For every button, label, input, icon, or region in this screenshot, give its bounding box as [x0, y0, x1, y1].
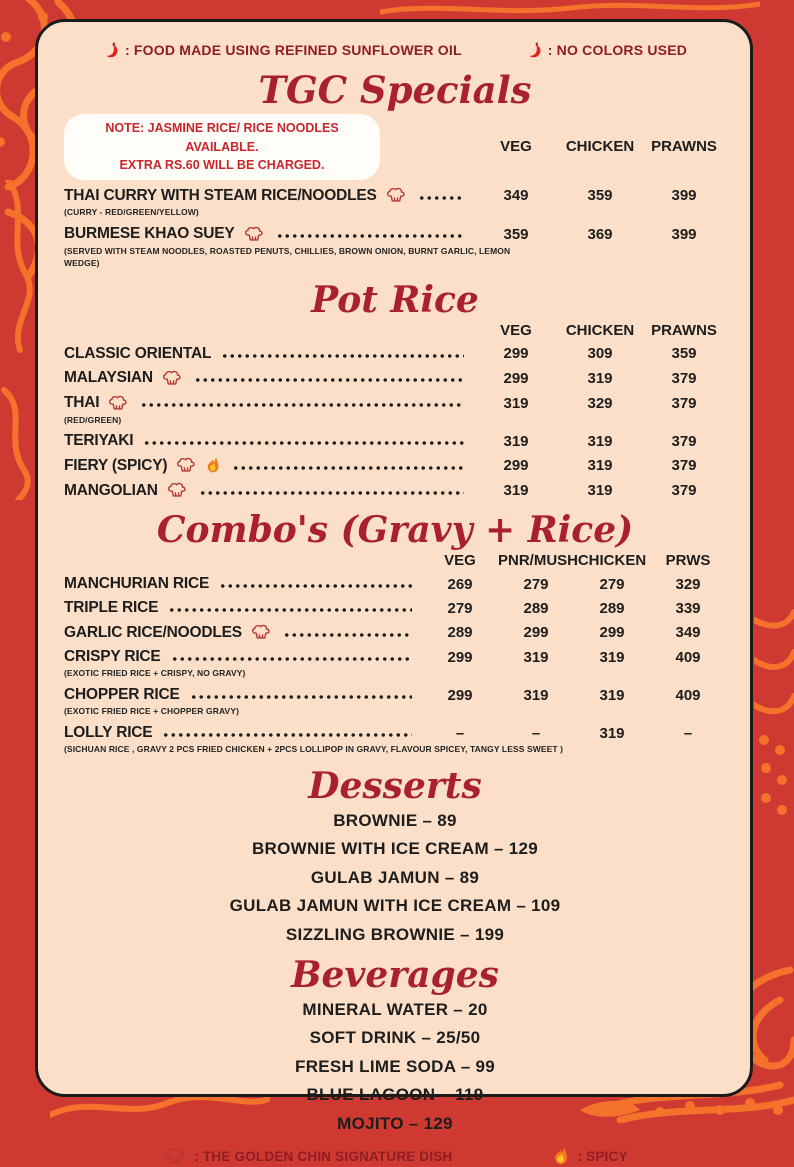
- price-veg: –: [455, 724, 465, 742]
- legend-no-colors: [526, 40, 687, 59]
- dotted-leader: [219, 584, 412, 588]
- price-veg: 299: [447, 648, 473, 666]
- price-prws: 409: [675, 686, 701, 704]
- price-veg: 279: [447, 599, 473, 617]
- section-title-combos: Combo's (Gravy + Rice): [156, 509, 634, 552]
- menu-item-crispy-rice: [64, 648, 726, 680]
- item-prices: [474, 482, 726, 499]
- menu-item-garlic-rice-noodles: [64, 623, 726, 642]
- dotted-leader: [232, 466, 464, 470]
- price-chicken: 369: [587, 225, 613, 243]
- dragon-decoration-top-edge: [380, 0, 760, 18]
- dotted-leader: [194, 378, 464, 382]
- beverage-line: FRESH LIME SODA – 99: [295, 1056, 495, 1076]
- column-headers: [474, 322, 726, 339]
- price-chicken: 319: [599, 648, 625, 666]
- dotted-leader: [276, 234, 464, 238]
- price-chicken: 319: [587, 369, 613, 387]
- item-name: TRIPLE RICE: [64, 599, 159, 617]
- item-prices: [422, 576, 726, 593]
- dotted-leader: [199, 491, 464, 495]
- price-veg: 289: [447, 624, 473, 642]
- column-headers: [422, 552, 726, 569]
- price-veg: 299: [503, 369, 529, 387]
- item-prices: [422, 725, 726, 742]
- menu-item-thai-curry: [64, 186, 726, 219]
- item-name: THAI: [64, 394, 100, 412]
- item-description: (SERVED WITH STEAM NOODLES, ROASTED PENUTS, CHILLIES, BROWN ONION, BURNT GARLIC, LEMON WEDGE): [64, 245, 511, 268]
- menu-item-triple-rice: [64, 599, 726, 617]
- menu-item-classic-oriental: [64, 345, 726, 363]
- price-chicken: 329: [587, 394, 613, 412]
- price-prawns: 359: [671, 345, 697, 363]
- column-header-chicken: CHICKEN: [565, 321, 635, 339]
- price-chicken: 319: [599, 686, 625, 704]
- price-chicken: 279: [599, 575, 625, 593]
- item-name: MANCHURIAN RICE: [64, 575, 210, 593]
- note-line-2: EXTRA RS.60 WILL BE CHARGED.: [119, 158, 325, 173]
- column-header-chicken: CHICKEN: [565, 138, 635, 156]
- menu-item-teriyaki: [64, 432, 726, 450]
- dragon-decoration-left-band: [0, 180, 36, 500]
- dragon-decoration-right-band: [754, 600, 794, 820]
- item-name: BURMESE KHAO SUEY: [64, 225, 235, 243]
- beverage-line: MINERAL WATER – 20: [302, 999, 488, 1019]
- menu-item-malaysian: [64, 369, 726, 388]
- note-pill: [64, 114, 380, 180]
- item-prices: [422, 600, 726, 617]
- pot-rice-header: [64, 322, 726, 339]
- item-prices: [422, 624, 726, 641]
- item-description: (SICHUAN RICE , GRAVY 2 PCS FRIED CHICKEN + 2PCS LOLLIPOP IN GRAVY, FLAVOUR SPICEY, TANGY LESS SWEET ): [64, 744, 564, 755]
- legend-label: : NO COLORS USED: [547, 41, 688, 58]
- price-pnr-mush: 319: [523, 686, 549, 704]
- price-prawns: 399: [671, 225, 697, 243]
- price-chicken: 309: [587, 345, 613, 363]
- item-name: MANGOLIAN: [64, 481, 158, 499]
- dotted-leader: [168, 608, 412, 612]
- combos-header: [64, 552, 726, 569]
- item-name: FIERY (SPICY): [64, 456, 168, 474]
- legend-spicy: [552, 1146, 627, 1167]
- price-prws: 329: [675, 575, 701, 593]
- section-title-tgc-specials: TGC Specials: [258, 68, 532, 112]
- dotted-leader: [283, 633, 412, 637]
- chef-hat-icon: [162, 1146, 188, 1167]
- price-chicken: 319: [587, 482, 613, 500]
- price-veg: 299: [447, 686, 473, 704]
- dotted-leader: [162, 733, 412, 737]
- legend-sunflower-oil: [103, 40, 462, 59]
- column-header-veg: VEG: [500, 138, 532, 156]
- column-header-prawns: PRAWNS: [651, 321, 717, 339]
- dotted-leader: [171, 657, 412, 661]
- item-description: (CURRY - RED/GREEN/YELLOW): [64, 207, 199, 218]
- bottom-legend: [64, 1146, 726, 1167]
- item-prices: [474, 457, 726, 474]
- item-description: (EXOTIC FRIED RICE + CHOPPER GRAVY): [64, 706, 240, 717]
- legend-label: : FOOD MADE USING REFINED SUNFLOWER OIL: [124, 41, 462, 58]
- menu-item-burmese-khao-suey: [64, 225, 726, 270]
- section-title-desserts: Desserts: [308, 764, 482, 807]
- beverage-line: MOJITO – 129: [337, 1113, 453, 1133]
- legend-label: : SPICY: [577, 1148, 628, 1164]
- flame-icon: [205, 456, 222, 475]
- chef-hat-icon: [249, 623, 273, 642]
- column-header-veg: VEG: [500, 321, 532, 339]
- item-description: (RED/GREEN): [64, 414, 122, 425]
- price-veg: 349: [503, 187, 529, 205]
- price-veg: 319: [503, 394, 529, 412]
- item-prices: [474, 433, 726, 450]
- price-chicken: 319: [587, 432, 613, 450]
- chef-hat-icon: [106, 394, 130, 413]
- chef-hat-icon: [165, 481, 189, 500]
- column-headers: [474, 138, 726, 155]
- price-prawns: 379: [671, 394, 697, 412]
- price-veg: 299: [503, 457, 529, 475]
- price-veg: 319: [503, 482, 529, 500]
- item-name: CLASSIC ORIENTAL: [64, 344, 212, 362]
- price-chicken: 319: [587, 457, 613, 475]
- item-name: LOLLY RICE: [64, 724, 153, 742]
- price-veg: 269: [447, 575, 473, 593]
- dotted-leader: [143, 441, 464, 445]
- item-prices: [422, 649, 726, 666]
- chef-hat-icon: [160, 369, 184, 388]
- price-chicken: 359: [587, 187, 613, 205]
- price-prawns: 379: [671, 457, 697, 475]
- menu-item-fiery-spicy: [64, 456, 726, 475]
- flame-icon: [552, 1146, 571, 1167]
- price-veg: 359: [503, 225, 529, 243]
- chili-icon: [526, 40, 543, 59]
- price-pnr-mush: 319: [523, 648, 549, 666]
- price-prws: –: [683, 724, 693, 742]
- item-prices: [474, 226, 726, 243]
- chef-hat-icon: [174, 456, 198, 475]
- item-name: TERIYAKI: [64, 432, 134, 450]
- item-prices: [474, 395, 726, 412]
- price-pnr-mush: –: [531, 724, 541, 742]
- dessert-line: SIZZLING BROWNIE – 199: [285, 924, 505, 944]
- price-prws: 339: [675, 599, 701, 617]
- legend-signature-dish: [162, 1146, 452, 1167]
- price-prawns: 399: [671, 187, 697, 205]
- top-legend: [64, 40, 726, 59]
- price-prawns: 379: [671, 432, 697, 450]
- dessert-line: BROWNIE – 89: [333, 810, 457, 830]
- price-chicken: 289: [599, 599, 625, 617]
- dotted-leader: [140, 403, 464, 407]
- item-name: MALAYSIAN: [64, 369, 153, 387]
- column-header-pnr-mush: PNR/MUSH: [498, 552, 579, 570]
- price-pnr-mush: 279: [523, 575, 549, 593]
- item-name: CHOPPER RICE: [64, 686, 180, 704]
- price-prws: 409: [675, 648, 701, 666]
- chili-icon: [103, 40, 120, 59]
- dotted-leader: [418, 196, 464, 200]
- price-chicken: 299: [599, 624, 625, 642]
- item-name: THAI CURRY WITH STEAM RICE/NOODLES: [64, 186, 377, 204]
- section-title-beverages: Beverages: [291, 953, 499, 996]
- column-header-prawns: PRAWNS: [651, 138, 717, 156]
- price-veg: 299: [503, 345, 529, 363]
- menu-item-chopper-rice: [64, 686, 726, 718]
- chef-hat-icon: [384, 186, 408, 205]
- price-veg: 319: [503, 432, 529, 450]
- column-header-chicken: CHICKEN: [577, 552, 647, 570]
- dessert-line: BROWNIE WITH ICE CREAM – 129: [251, 839, 539, 859]
- menu-item-thai: [64, 394, 726, 427]
- item-description: (EXOTIC FRIED RICE + CRISPY, NO GRAVY): [64, 668, 246, 679]
- price-prawns: 379: [671, 482, 697, 500]
- menu-item-manchurian-rice: [64, 575, 726, 593]
- item-prices: [474, 370, 726, 387]
- column-header-veg: VEG: [444, 552, 476, 570]
- menu-item-mangolian: [64, 481, 726, 500]
- beverage-line: BLUE LAGOON – 119: [306, 1085, 484, 1105]
- chef-hat-icon: [242, 225, 266, 244]
- price-pnr-mush: 289: [523, 599, 549, 617]
- tgc-specials-header: [64, 114, 726, 180]
- dessert-line: GULAB JAMUN – 89: [310, 867, 480, 887]
- dessert-line: GULAB JAMUN WITH ICE CREAM – 109: [229, 896, 561, 916]
- dotted-leader: [221, 354, 464, 358]
- price-prws: 349: [675, 624, 701, 642]
- dotted-leader: [190, 695, 412, 699]
- item-prices: [422, 687, 726, 704]
- section-title-pot-rice: Pot Rice: [311, 278, 479, 321]
- item-prices: [474, 187, 726, 204]
- item-prices: [474, 345, 726, 362]
- item-name: GARLIC RICE/NOODLES: [64, 623, 242, 641]
- price-chicken: 319: [599, 724, 625, 742]
- note-line-1: NOTE: JASMINE RICE/ RICE NOODLES AVAILABLE.: [105, 120, 339, 154]
- legend-label: : THE GOLDEN CHIN SIGNATURE DISH: [194, 1148, 453, 1164]
- item-name: CRISPY RICE: [64, 648, 161, 666]
- menu-item-lolly-rice: [64, 724, 726, 756]
- price-pnr-mush: 299: [523, 624, 549, 642]
- beverage-line: SOFT DRINK – 25/50: [309, 1028, 481, 1048]
- price-prawns: 379: [671, 369, 697, 387]
- menu-card: [35, 19, 753, 1164]
- column-header-prws: PRWS: [665, 552, 711, 570]
